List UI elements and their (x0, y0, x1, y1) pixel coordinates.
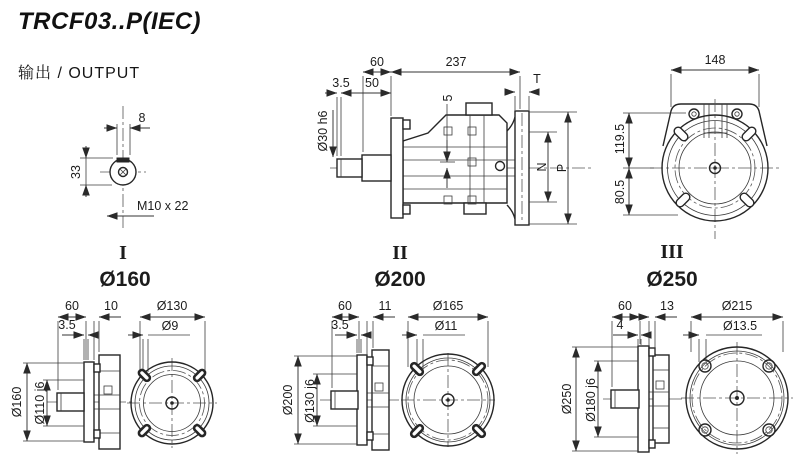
dim-250-bolt-circle: Ø215 (721, 299, 753, 313)
dim-250-spigot: Ø180 j6 (584, 378, 598, 422)
flange-250-title: Ø250 (646, 268, 698, 291)
dim-200-offset: 11 (378, 299, 392, 313)
flange-200-drawing (281, 268, 495, 450)
dim-200-bolt-circle: Ø165 (432, 299, 464, 313)
shaft-end-view-drawing (69, 106, 188, 264)
flange-160-drawing (10, 268, 217, 449)
dim-160-bolt-hole: Ø9 (161, 319, 179, 333)
dim-250-len: 60 (618, 299, 632, 313)
dim-200-gap: 3.5 (331, 318, 349, 332)
flange-200-title: Ø200 (374, 268, 426, 291)
dim-thread: M10 x 22 (137, 199, 189, 213)
flange-250-drawing (560, 268, 793, 454)
dim-250-offset: 13 (660, 299, 674, 313)
dim-250-outer: Ø250 (560, 383, 574, 415)
dim-front-lower: 80.5 (613, 179, 627, 205)
dim-200-bolt-hole: Ø11 (434, 319, 458, 333)
dim-160-outer: Ø160 (10, 386, 24, 418)
dim-front-upper: 119.5 (613, 123, 627, 155)
dim-flange-dia: P (555, 163, 569, 173)
view-label-3: III (660, 241, 684, 263)
view-label-1: I (119, 242, 127, 264)
dim-keyway-width: 8 (138, 111, 146, 125)
dim-len-step: 60 (370, 55, 384, 69)
dim-250-bolt-hole: Ø13.5 (722, 319, 758, 333)
page-title: TRCF03..P(IEC) (18, 8, 202, 35)
dim-200-len: 60 (338, 299, 352, 313)
front-view-drawing (613, 53, 781, 263)
dim-160-len: 60 (65, 299, 79, 313)
dim-spigot-dia: N (535, 162, 549, 172)
view-label-2: II (392, 242, 408, 264)
dim-key-depth: 5 (441, 94, 455, 102)
dim-shaft-dia: Ø30 h6 (316, 110, 330, 152)
dim-160-spigot: Ø110 j6 (33, 381, 47, 425)
dim-gap: 3.5 (332, 76, 350, 90)
dim-len-total: 237 (445, 55, 467, 69)
output-subtitle: 输出 / OUTPUT (18, 65, 141, 82)
dim-160-gap: 3.5 (58, 318, 76, 332)
dim-200-spigot: Ø130 j6 (303, 379, 317, 423)
dim-160-offset: 10 (104, 299, 118, 313)
flange-160-title: Ø160 (99, 268, 151, 291)
dim-flange-thickness: T (533, 72, 541, 86)
dim-shaft-len: 50 (365, 76, 379, 90)
dim-front-width: 148 (704, 53, 726, 67)
side-view-drawing (316, 55, 592, 264)
dim-160-bolt-circle: Ø130 (156, 299, 188, 313)
dim-250-gap: 4 (616, 318, 624, 332)
dim-shaft-height: 33 (69, 165, 83, 179)
dim-200-outer: Ø200 (281, 384, 295, 416)
